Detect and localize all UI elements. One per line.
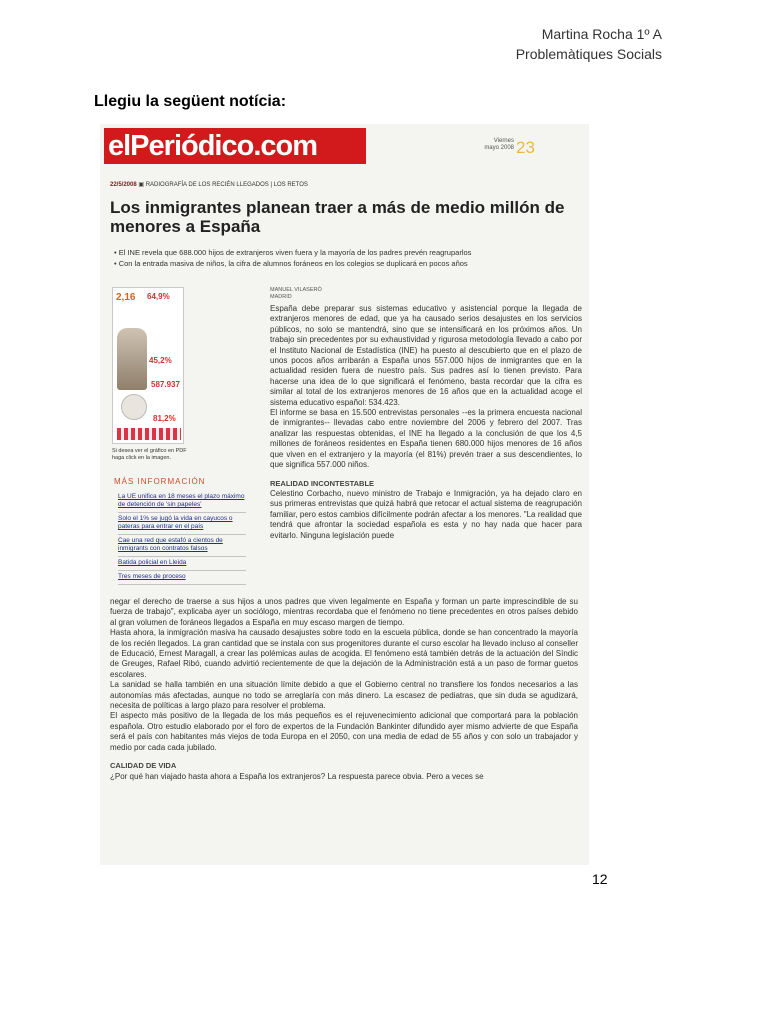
related-link[interactable]: Cae una red que estafó a cientos de inmigrants con contratos falsos	[118, 537, 223, 552]
more-info-list	[118, 491, 246, 585]
thumb-value: 64,9%	[147, 292, 170, 301]
article-kicker: 22/5/2008 ▣ RADIOGRAFÍA DE LOS RECIÉN LLEGADOS | LOS RETOS	[110, 182, 308, 188]
article-paragraph: El informe se basa en 15.500 entrevistas personales --es la primera encuesta nacional de inmigrantes-- llevadas cabo entre noviembre del 2006 y febrero del 2007. Tras analizar las respuestas obtenidas, el INE ha llegado a la conclusión de que los 4,5 millones de foráneos residentes en España tienen 680.000 hijos menores de 16 años que viven en el extranjero y la mayoría (el 81%) prevén traer a sus descendientes, lo que significa 557.000 niños.	[270, 408, 582, 470]
thumb-photo	[121, 394, 147, 420]
article-summary	[114, 247, 471, 269]
author-line: Martina Rocha 1º A	[541, 26, 662, 42]
article-paragraph: Celestino Corbacho, nuevo ministro de Trabajo e Inmigración, ya ha dejado claro en sus primeras entrevistas que quizá habrá que retocar el actual sistema de reagrupación familiar, pero estos cambios difícilmente podrán afectar a los menores. "La realidad que tendrá que afrontar la sociedad española es esta y no hay nada que hacer para evitarlo. Ninguna legislación puede	[270, 488, 582, 540]
thumb-value: 81,2%	[153, 414, 176, 423]
list-item	[118, 491, 246, 513]
kicker-section: RADIOGRAFÍA DE LOS RECIÉN LLEGADOS	[145, 182, 269, 188]
article-paragraph: ¿Por qué han viajado hasta ahora a España los extranjeros? La respuesta parece obvia. Pero a veces se	[110, 771, 484, 781]
related-link[interactable]: La UE unifica en 18 meses el plazo máximo de detención de 'sin papeles'	[118, 493, 245, 508]
article-paragraph: negar el derecho de traerse a sus hijos a unos padres que viven legalmente en España y forman un parte imprescindible de su fuerza de trabajo", explicaba ayer un sociólogo, mientras recordaba que el fenómeno no tiene precedentes en otros países debido al gran volumen de foráneos llegados a España en muy escaso margen de tiempo.	[110, 597, 578, 627]
list-item	[118, 557, 246, 571]
newspaper-clipping	[100, 124, 589, 865]
summary-bullet: • El INE revela que 688.000 hijos de extranjeros viven fuera y la mayoría de los padres prevén reagruparlos	[114, 248, 472, 257]
instruction-heading: Llegiu la següent notícia:	[94, 93, 287, 110]
thumb-photo	[117, 328, 147, 390]
more-info-title: MÁS INFORMACIÓN	[114, 477, 206, 486]
related-link[interactable]: Tres meses de proceso	[118, 573, 186, 580]
article-subhead: REALIDAD INCONTESTABLE	[270, 478, 375, 488]
list-item	[118, 535, 246, 557]
thumb-value: 587.937	[151, 380, 180, 389]
related-link[interactable]: Batida policial en Lleida	[118, 559, 187, 566]
thumb-value: 2,16	[116, 292, 136, 303]
date-label: Viernes mayo 2008	[484, 138, 514, 151]
thumbnail-caption: Si desea ver el gráfico en PDF haga click en la imagen.	[112, 448, 187, 461]
byline-place: MADRID	[270, 294, 292, 300]
article-paragraph: La sanidad se halla también en una situación límite debido a que el Gobierno central no transfiere los fondos necesarios a las autonomías más afectadas, aunque no todo se arreglaría con más dinero. La escasez de pediatras, que sin duda se agudizará, necesita de políticas a largo plazo para resolver el problema.	[110, 680, 578, 711]
infographic-thumbnail[interactable]	[112, 287, 184, 444]
article-paragraph: España debe preparar sus sistemas educativo y asistencial porque la llegada de extranjeros menores de edad, que ya ha causado serios desajustes en los servicios públicos, no solo se mantendrá, sino que se intensificará en los próximos años. Un trabajo sin precedentes por su exhaustividad y rigurosa metodología llevado a cabo por el Instituto Nacional de Estadística (INE) ha puesto al descubierto que en el plazo de unos pocos años arribarán a España unos 557.000 hijos de inmigrantes que en la actualidad residen fuera de nuestro país. Sus padres así lo tienen previsto. Para hacerse una idea de lo que significará el fenómeno, basta recordar que la cifra es similar al total de los extranjeros menores de 16 años que en la actualidad acoge el sistema educativo español: 534.423.	[270, 304, 582, 407]
article-body	[110, 597, 578, 782]
related-link[interactable]: Solo el 1% se jugó la vida en cayucos o pateras para entrar en el país	[118, 515, 233, 530]
course-line: Problemàtiques Socials	[515, 46, 662, 62]
article-subhead: CALIDAD DE VIDA	[110, 761, 177, 771]
list-item	[118, 513, 246, 535]
list-item	[118, 571, 246, 585]
article-byline	[270, 287, 322, 301]
kicker-date: 22/5/2008	[110, 182, 137, 188]
article-column	[270, 304, 582, 541]
date-day: 23	[516, 138, 535, 157]
article-headline: Los inmigrantes planean traer a más de medio millón de menores a España	[110, 198, 565, 236]
article-paragraph: El aspecto más positivo de la llegada de los más pequeños es el rejuvenecimiento adicional que comportará para la población española. Otro estudio elaborado por el foro de expertos de la Fundación Bankinter difundido ayer mismo advierte de que España será el país con habitantes más viejos de toda Europa en el 2050, con una media de edad de 55 años y con solo un trabajador y medio por cada cada jubilado.	[110, 711, 578, 752]
thumb-bar-chart	[117, 428, 181, 440]
page-header	[516, 24, 662, 64]
kicker-tag: LOS RETOS	[273, 182, 308, 188]
byline-author: MANUEL VILASERÓ	[270, 287, 322, 293]
newspaper-logo: elPeriódico.com	[104, 128, 366, 164]
article-paragraph: Hasta ahora, la inmigración masiva ha causado desajustes sobre todo en la escuela pública, donde se han concentrado la mayoría de los recién llegados. La gran cantidad que se instala con sus progenitores durante el curso escolar ha llevado incluso al conseller de Educació, Ernest Maragall, a crear las polémicas aulas de acogida. El fenómeno está también detrás de la actuación del Síndic de Greuges, Rafael Ribó, cuando advirtió recientemente de que la dejación de la Administración está a un paso de formar guetos escolares.	[110, 628, 578, 679]
summary-bullet: • Con la entrada masiva de niños, la cifra de alumnos foráneos en los colegios se duplicará en pocos años	[114, 259, 468, 268]
thumb-value: 45,2%	[149, 356, 172, 365]
page-number: 12	[592, 871, 608, 887]
